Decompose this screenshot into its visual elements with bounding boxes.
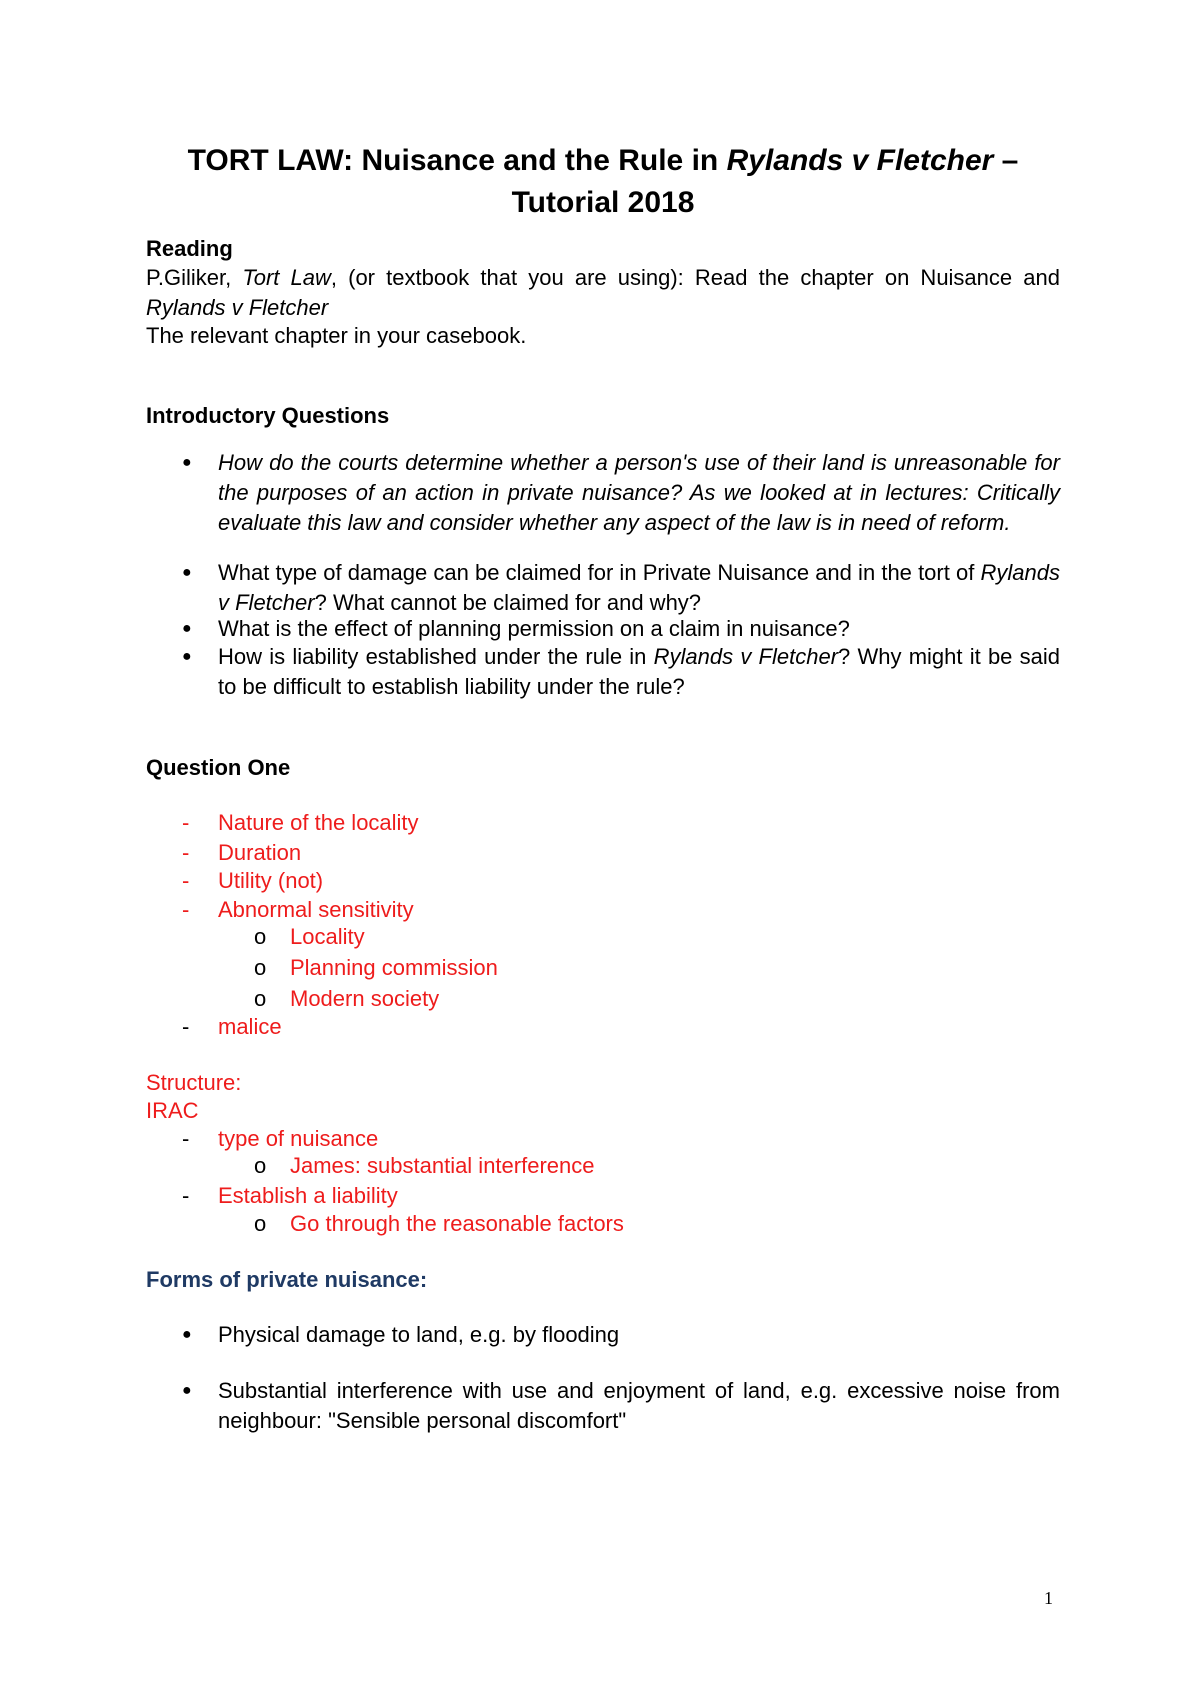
bullet-icon: ● xyxy=(182,1382,192,1399)
intro-question-4-text: How is liability established under the rule in Rylands v Fletcher? Why might it be said to be difficult to establish liability under the rule? xyxy=(218,644,1060,699)
intro-heading: Introductory Questions xyxy=(146,403,390,428)
forms-heading: Forms of private nuisance: xyxy=(146,1267,428,1292)
bullet-icon: ● xyxy=(182,454,192,471)
bullet-icon: ● xyxy=(182,620,192,637)
bullet-icon: ● xyxy=(182,648,192,665)
document-title xyxy=(146,140,1060,224)
title-line-1: TORT LAW: Nuisance and the Rule in Rylands v Fletcher – xyxy=(187,144,1019,177)
bullet-icon: ● xyxy=(182,564,192,581)
intro-question-2-text: What type of damage can be claimed for in Private Nuisance and in the tort of Rylands v Fletcher? What cannot be claimed for and why? xyxy=(218,560,1060,615)
question-one-heading: Question One xyxy=(146,755,291,780)
intro-question-1-text: How do the courts determine whether a person's use of their land is unreasonable for the purposes of an action in private nuisance? As we looked at in lectures: Critically evaluate this law and consider whether any aspect of the law is in need of reform. xyxy=(218,450,1060,535)
page-number: 1 xyxy=(1044,1588,1053,1608)
reading-casebook-line: The relevant chapter in your casebook. xyxy=(146,323,527,348)
reading-heading: Reading xyxy=(146,236,233,261)
title-line-2: Tutorial 2018 xyxy=(511,186,695,219)
forms-item-2-text: Substantial interference with use and enjoyment of land, e.g. excessive noise from neighbour: "Sensible personal discomfort" xyxy=(218,1378,1060,1433)
bullet-icon: ● xyxy=(182,1326,192,1343)
structure-label: Structure: xyxy=(146,1070,242,1095)
forms-item-1-text: Physical damage to land, e.g. by flooding xyxy=(218,1322,620,1347)
structure-irac: IRAC xyxy=(146,1098,199,1123)
reading-paragraph: P.Giliker, Tort Law, (or textbook that you are using): Read the chapter on Nuisance and Rylands v Fletcher xyxy=(146,265,1060,320)
intro-question-3-text: What is the effect of planning permission on a claim in nuisance? xyxy=(218,616,850,641)
